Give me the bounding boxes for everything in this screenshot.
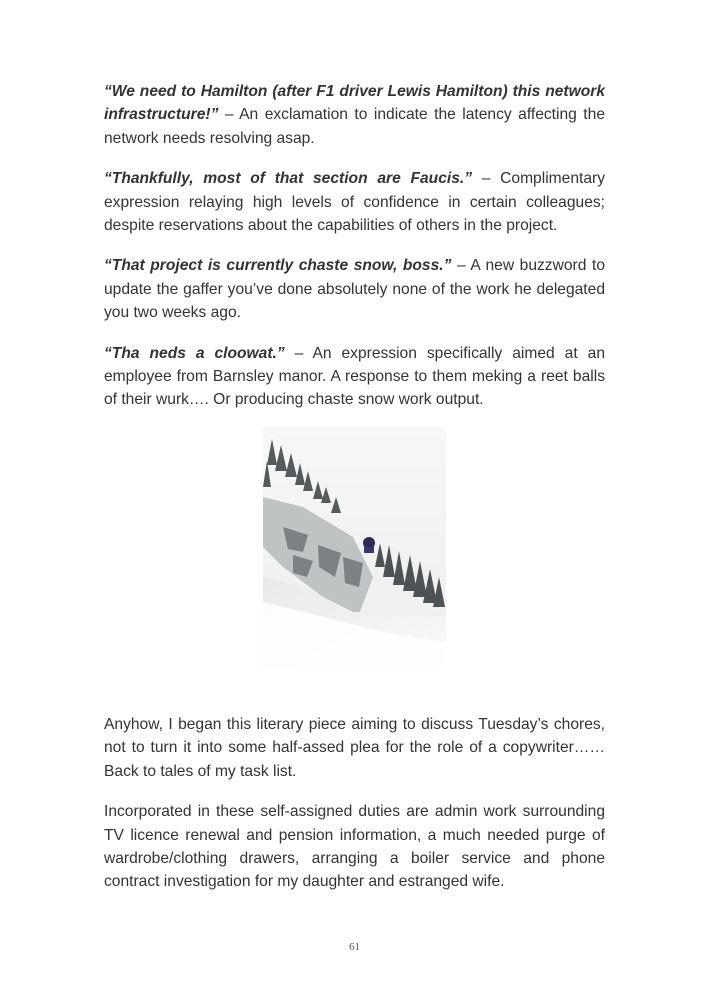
glossary-section [104, 80, 605, 429]
body-section [104, 713, 605, 911]
entry-quote: “We need to Hamilton (after F1 driver Lewis Hamilton) this network infrastructure!” [104, 83, 605, 124]
glossary-entry [104, 342, 605, 412]
skier-photo [263, 427, 446, 671]
entry-quote: “Thankfully, most of that section are Faucis.” [104, 170, 472, 188]
page-number: 61 [349, 941, 360, 953]
entry-quote: “Tha neds a cloowat.” [104, 344, 285, 362]
entry-definition: – An exclamation to indicate the latency affecting the network needs resolving asap. [104, 106, 605, 147]
entry-definition: – Complimentary expression relaying high levels of confidence in certain colleagues; despite reservations about the capabilities of others in the project. [104, 170, 605, 235]
glossary-entry [104, 254, 605, 324]
glossary-entry [104, 167, 605, 237]
entry-definition: – A new buzzword to update the gaffer you’ve done absolutely none of the work he delegated you two weeks ago. [104, 257, 605, 322]
body-paragraph: Incorporated in these self-assigned duties are admin work surrounding TV licence renewal and pension information, a much needed purge of wardrobe/clothing drawers, arranging a boiler service and phone contract investigation for my daughter and estranged wife. [104, 803, 605, 891]
glossary-entry [104, 80, 605, 150]
body-paragraph: Anyhow, I began this literary piece aiming to discuss Tuesday’s chores, not to turn it into some half-assed plea for the role of a copywriter…… Back to tales of my task list. [104, 716, 605, 780]
entry-definition: – An expression specifically aimed at an employee from Barnsley manor. A response to them meking a reet balls of their wurk…. Or producing chaste snow work output. [104, 344, 606, 409]
entry-quote: “That project is currently chaste snow, boss.” [104, 257, 452, 275]
